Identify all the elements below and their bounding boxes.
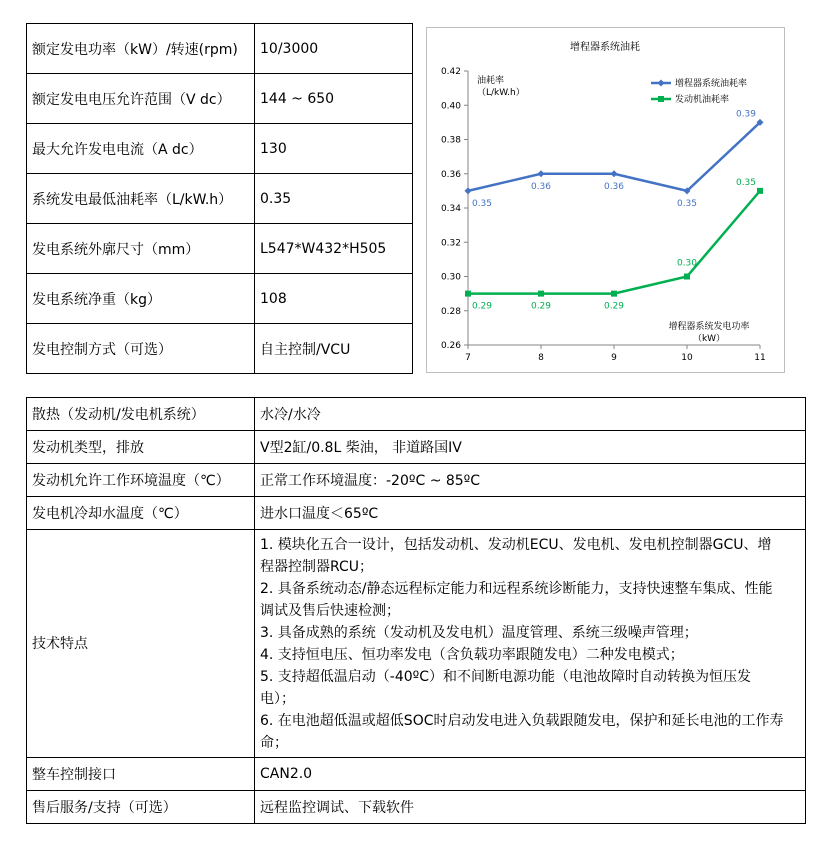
- spec-value: 远程监控调试、下载软件: [255, 791, 806, 824]
- data-label: 0.36: [530, 181, 552, 192]
- spec-value: CAN2.0: [255, 758, 806, 791]
- feature-line: 4. 支持恒电压、恒功率发电（含负载功率跟随发电）二种发电模式；: [260, 646, 684, 663]
- spec-row: [27, 431, 806, 464]
- spec-label: 额定发电功率（kW）/转速(rpm): [27, 24, 255, 74]
- spec-label: 发动机类型，排放: [27, 431, 255, 464]
- spec-value: [255, 530, 806, 758]
- spec-label: 最大允许发电电流（A dc）: [27, 124, 255, 174]
- feature-line: 3. 具备成熟的系统（发动机及发电机）温度管理、系统三级噪声管理；: [260, 624, 698, 641]
- spec-value: 108: [255, 274, 413, 324]
- feature-line: 6. 在电池超低温或超低SOC时启动发电进入负载跟随发电，保护和延长电池的工作寿: [260, 712, 784, 729]
- series-line: [468, 122, 760, 191]
- y-axis-title: （L/kW.h）: [477, 88, 525, 98]
- data-point: [611, 291, 617, 297]
- data-point: [684, 274, 690, 280]
- spec-value: 进水口温度＜65ºC: [255, 497, 806, 530]
- spec-row: [27, 174, 413, 224]
- spec-label: 售后服务/支持（可选）: [27, 791, 255, 824]
- spec-row: [27, 224, 413, 274]
- spec-label: 整车控制接口: [27, 758, 255, 791]
- feature-line: 1. 模块化五合一设计，包括发动机、发动机ECU、发电机、发电机控制器GCU、增: [260, 536, 772, 553]
- y-tick-label: 0.40: [440, 101, 461, 112]
- legend-label: 发动机油耗率: [675, 95, 730, 105]
- spec-label: 发动机允许工作环境温度（℃）: [27, 464, 255, 497]
- spec-value: 水冷/水冷: [255, 398, 806, 431]
- x-tick-label: 11: [754, 353, 766, 363]
- spec-row: [27, 791, 806, 824]
- spec-label: 发电控制方式（可选）: [27, 324, 255, 374]
- data-label: 0.29: [471, 301, 493, 312]
- data-label: 0.39: [735, 109, 757, 120]
- data-label: 0.30: [676, 258, 698, 269]
- legend-marker: [658, 96, 664, 102]
- y-tick-label: 0.26: [440, 341, 461, 351]
- spec-label: 技术特点: [27, 530, 255, 758]
- data-point: [538, 170, 545, 177]
- y-axis-title: 油耗率: [477, 76, 505, 86]
- data-label: 0.35: [471, 198, 493, 209]
- y-tick-label: 0.38: [440, 135, 461, 146]
- data-label: 0.29: [530, 301, 552, 312]
- features-row: [27, 530, 806, 758]
- spec-row: [27, 497, 806, 530]
- spec-label: 发电系统外廓尺寸（mm）: [27, 224, 255, 274]
- data-label: 0.29: [603, 301, 625, 312]
- spec-row: [27, 274, 413, 324]
- spec-label: 额定发电电压允许范围（V dc）: [27, 74, 255, 124]
- spec-row: [27, 324, 413, 374]
- spec-table-top: [26, 23, 413, 374]
- y-tick-label: 0.34: [440, 204, 461, 214]
- chart-title: 增程器系统油耗: [570, 42, 640, 53]
- x-axis-title: 增程器系统发电功率: [668, 322, 750, 332]
- spec-label: 发电机冷却水温度（℃）: [27, 497, 255, 530]
- spec-value: 10/3000: [255, 24, 413, 74]
- spec-row: [27, 74, 413, 124]
- chart-svg: [427, 28, 784, 372]
- x-tick-label: 9: [611, 353, 617, 363]
- x-axis-title: （kW）: [692, 334, 726, 344]
- data-point: [611, 170, 618, 177]
- spec-table-bottom: [26, 397, 806, 824]
- spec-label: 系统发电最低油耗率（L/kW.h）: [27, 174, 255, 224]
- data-point: [465, 187, 472, 194]
- spec-label: 散热（发动机/发电机系统）: [27, 398, 255, 431]
- spec-value: 144 ~ 650: [255, 74, 413, 124]
- spec-row: [27, 398, 806, 431]
- spec-row: [27, 24, 413, 74]
- spec-value: 正常工作环境温度：-20ºC ~ 85ºC: [255, 464, 806, 497]
- feature-line: 命；: [260, 734, 288, 751]
- spec-value: 0.35: [255, 174, 413, 224]
- spec-row: [27, 758, 806, 791]
- data-label: 0.35: [676, 198, 698, 209]
- y-tick-label: 0.30: [440, 272, 461, 283]
- data-label: 0.36: [603, 181, 625, 192]
- spec-value: 130: [255, 124, 413, 174]
- y-tick-label: 0.32: [440, 238, 461, 249]
- y-tick-label: 0.42: [440, 67, 461, 77]
- legend-label: 增程器系统油耗率: [675, 79, 748, 89]
- feature-line: 5. 支持超低温启动（-40ºC）和不间断电源功能（电池故障时自动转换为恒压发: [260, 668, 752, 685]
- series-line: [468, 191, 760, 294]
- data-point: [757, 188, 763, 194]
- feature-line: 2. 具备系统动态/静态远程标定能力和远程系统诊断能力，支持快速整车集成、性能: [260, 580, 773, 597]
- data-label: 0.35: [735, 177, 757, 188]
- fuel-consumption-chart: [426, 27, 785, 373]
- y-tick-label: 0.28: [440, 306, 461, 317]
- x-tick-label: 8: [538, 353, 544, 363]
- x-tick-label: 7: [465, 353, 471, 363]
- spec-row: [27, 464, 806, 497]
- spec-label: 发电系统净重（kg）: [27, 274, 255, 324]
- spec-row: [27, 124, 413, 174]
- feature-line: 程器控制器RCU；: [260, 558, 374, 575]
- spec-value: 自主控制/VCU: [255, 324, 413, 374]
- spec-value: V型2缸/0.8L 柴油， 非道路国IV: [255, 431, 806, 464]
- data-point: [465, 291, 471, 297]
- feature-line: 调试及售后快速检测；: [260, 602, 400, 619]
- y-tick-label: 0.36: [440, 169, 461, 180]
- feature-line: 电）；: [260, 690, 295, 707]
- spec-value: L547*W432*H505: [255, 224, 413, 274]
- data-point: [538, 291, 544, 297]
- x-tick-label: 10: [681, 353, 693, 363]
- legend-marker: [658, 80, 665, 87]
